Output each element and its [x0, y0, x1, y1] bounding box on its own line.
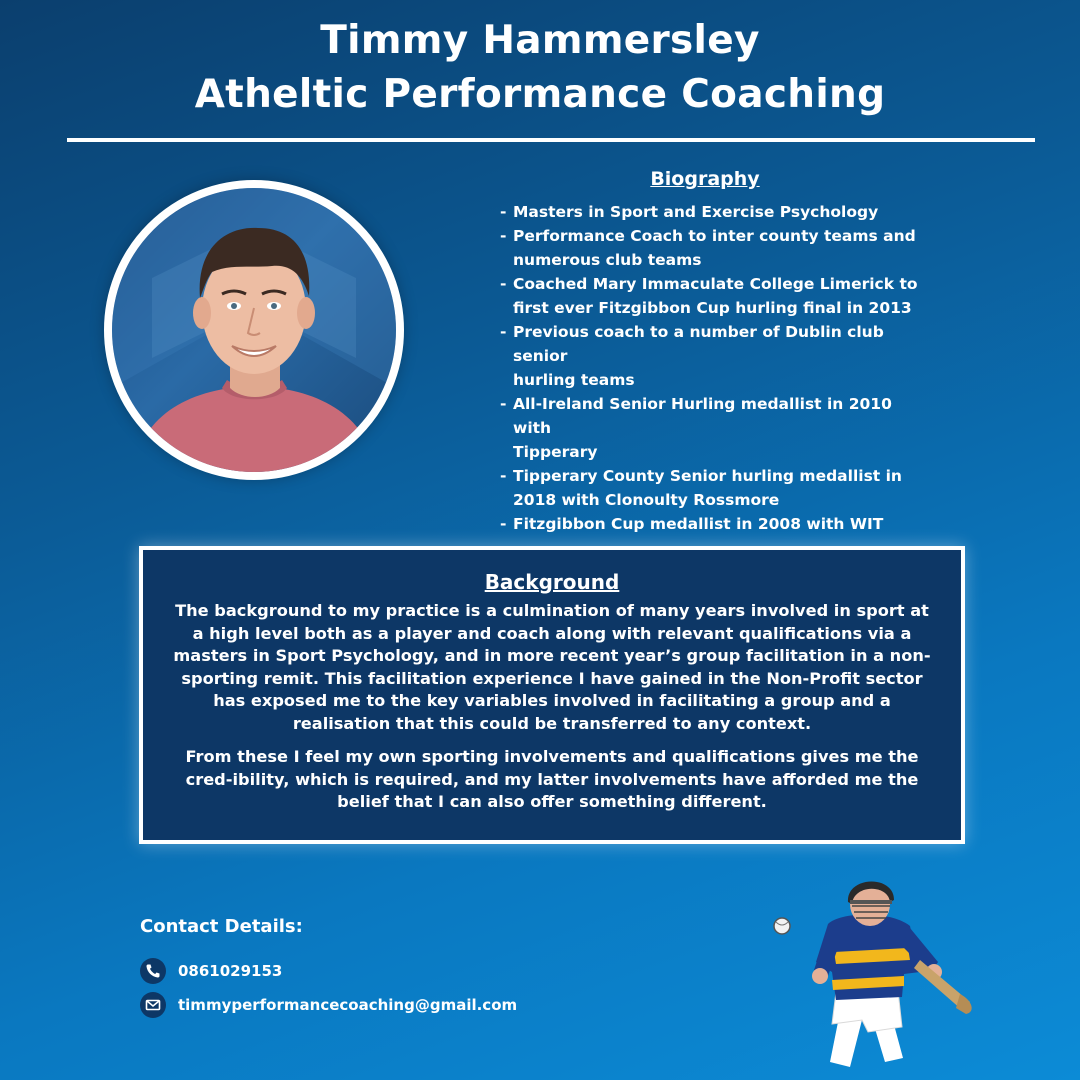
- background-panel: [139, 546, 965, 844]
- bio-line: Fitzgibbon Cup medallist in 2008 with WIT: [513, 515, 884, 533]
- contact-phone-row: [140, 958, 282, 984]
- biography-section: [500, 168, 920, 536]
- bio-line: Masters in Sport and Exercise Psychology: [513, 203, 879, 221]
- bio-line: 2018 with Clonoulty Rossmore: [513, 491, 780, 509]
- bio-line: first ever Fitzgibbon Cup hurling final in 2013: [513, 299, 912, 317]
- list-item: [500, 200, 920, 224]
- portrait-illustration: [112, 188, 396, 472]
- list-item: [500, 392, 920, 464]
- email-address[interactable]: timmyperformancecoaching@gmail.com: [178, 996, 518, 1014]
- background-heading: Background: [484, 570, 620, 594]
- list-item: [500, 224, 920, 272]
- mail-icon: [140, 992, 166, 1018]
- background-paragraph: From these I feel my own sporting involvements and qualifications gives me the cred-ibility, which is required, and my latter involvements have afforded me the belief that I can also offer something different.: [185, 747, 919, 811]
- coach-portrait: [104, 180, 404, 480]
- list-item: [500, 464, 920, 512]
- list-item: [500, 512, 920, 536]
- bio-line: All-Ireland Senior Hurling medallist in 2010 with: [513, 395, 892, 437]
- bio-line: Tipperary: [513, 443, 598, 461]
- phone-icon: [140, 958, 166, 984]
- list-item: [500, 320, 920, 392]
- title-divider: [67, 138, 1035, 142]
- biography-heading: Biography: [650, 168, 760, 190]
- background-paragraph: The background to my practice is a culmination of many years involved in sport at a high level both as a player and coach along with relevant qualifications via a masters in Sport Psychology, and in more recent year’s group facilitation in a non-sporting remit. This facilitation experience I have gained in the Non-Profit sector has exposed me to the key variables involved in facilitating a group and a realisation that this could be transferred to any context.: [173, 601, 931, 733]
- biography-list: [500, 200, 920, 536]
- page-header: [0, 14, 1080, 122]
- bio-line: numerous club teams: [513, 251, 702, 269]
- page-title: Atheltic Performance Coaching: [194, 72, 886, 117]
- contact-email-row: [140, 992, 517, 1018]
- list-item: [500, 272, 920, 320]
- contact-heading: Contact Details:: [140, 916, 303, 937]
- coach-name: Timmy Hammersley: [320, 18, 760, 63]
- hurler-image: [770, 862, 980, 1072]
- bio-line: Tipperary County Senior hurling medallist in: [513, 467, 902, 485]
- bio-line: Previous coach to a number of Dublin club senior: [513, 323, 884, 365]
- bio-line: hurling teams: [513, 371, 635, 389]
- phone-number[interactable]: 0861029153: [178, 962, 283, 980]
- bio-line: Performance Coach to inter county teams and: [513, 227, 916, 245]
- hurler-illustration: [770, 862, 980, 1072]
- bio-line: Coached Mary Immaculate College Limerick to: [513, 275, 918, 293]
